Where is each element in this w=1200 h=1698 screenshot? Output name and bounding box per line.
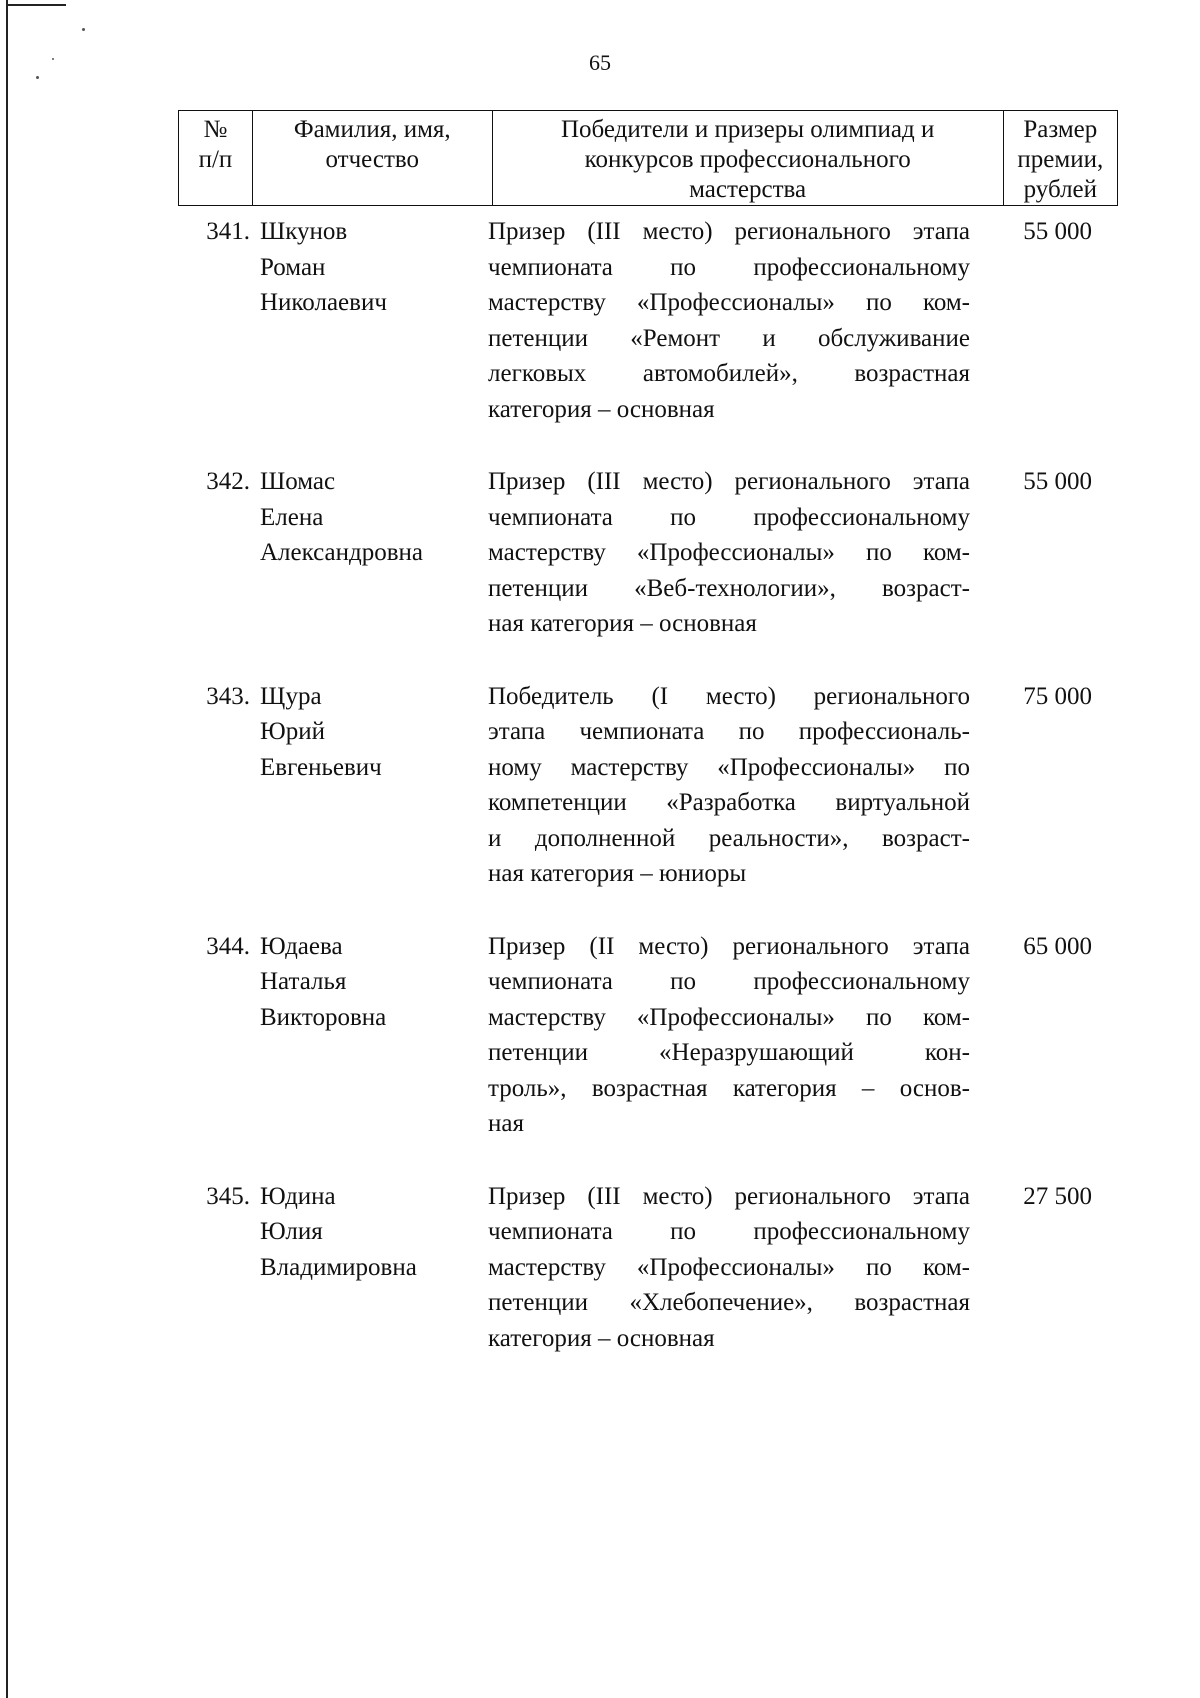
table-header	[178, 110, 1118, 206]
name-line: Николаевич	[260, 289, 387, 316]
row-number: 341.	[206, 218, 250, 245]
table-row	[178, 929, 1118, 1142]
achievement-line: мастерству «Профессионалы» по ком-	[488, 1253, 970, 1281]
achievement-line: мастерству «Профессионалы» по ком-	[488, 289, 970, 316]
name-line: Щура	[260, 682, 322, 710]
table-row	[178, 1179, 1118, 1357]
name-line: Шкунов	[260, 218, 348, 245]
achievement-line: категория – основная	[488, 395, 715, 423]
row-person-name	[250, 929, 480, 1142]
achievement-line: Призер (III место) регионального этапа	[488, 1182, 970, 1210]
achievement-line: Призер (II место) регионального этапа	[488, 932, 970, 960]
row-number: 345.	[206, 1182, 250, 1210]
achievement-line: этапа чемпионата по профессиональ-	[488, 718, 970, 745]
scan-speck	[82, 28, 85, 31]
achievement-line: троль», возрастная категория – основ-	[488, 1074, 970, 1102]
achievement-line: легковых автомобилей», возрастная	[488, 360, 970, 387]
achievement-line: петенции «Веб-технологии», возраст-	[488, 574, 970, 602]
page-number: 65	[589, 50, 611, 75]
name-line: Елена	[260, 503, 324, 531]
achievement-line: мастерству «Профессионалы» по ком-	[488, 539, 970, 566]
achievement-line: петенции «Хлебопечение», возрастная	[488, 1289, 970, 1316]
achievement-line: ному мастерству «Профессионалы» по	[488, 753, 970, 781]
row-person-name	[250, 679, 480, 892]
row-prize-amount: 55 000	[1023, 468, 1092, 495]
row-prize-amount: 55 000	[1023, 218, 1092, 245]
row-person-name	[250, 1179, 480, 1357]
achievement-line: петенции «Ремонт и обслуживание	[488, 324, 970, 352]
name-line: Викторовна	[260, 1003, 387, 1031]
name-line: Юдаева	[260, 932, 343, 960]
name-line: Роман	[260, 253, 326, 281]
scan-speck	[36, 76, 39, 79]
row-person-name	[250, 214, 480, 427]
achievement-line: Призер (III место) регионального этапа	[488, 468, 970, 495]
row-person-name	[250, 464, 480, 642]
achievement-line: ная категория – юниоры	[488, 860, 747, 887]
achievement-line: чемпионата по профессиональному	[488, 253, 970, 281]
achievement-line: Призер (III место) регионального этапа	[488, 218, 970, 245]
achievement-line: и дополненной реальности», возраст-	[488, 824, 970, 852]
row-number: 344.	[206, 932, 250, 960]
achievement-line: чемпионата по профессиональному	[488, 503, 970, 531]
achievement-line: компетенции «Разработка виртуальной	[488, 789, 970, 816]
row-prize-amount: 75 000	[1023, 682, 1092, 710]
row-prize-amount: 27 500	[1023, 1182, 1092, 1210]
row-number: 342.	[206, 468, 250, 495]
row-achievement	[480, 929, 970, 1142]
scan-edge-line	[6, 0, 8, 1698]
name-line: Юрий	[260, 718, 325, 745]
header-name: Фамилия, имя, отчество	[252, 111, 492, 206]
name-line: Шомас	[260, 468, 336, 495]
row-achievement	[480, 679, 970, 892]
name-line: Юдина	[260, 1182, 336, 1210]
name-line: Владимировна	[260, 1253, 417, 1281]
scan-edge-mark	[6, 4, 66, 6]
name-line: Юлия	[260, 1218, 323, 1245]
table-body	[178, 214, 1118, 1356]
achievement-line: Победитель (I место) регионального	[488, 682, 970, 710]
table-row	[178, 679, 1118, 892]
table-row	[178, 464, 1118, 642]
name-line: Евгеньевич	[260, 753, 382, 781]
row-number: 343.	[206, 682, 250, 710]
header-num: № п/п	[179, 111, 253, 206]
achievement-line: чемпионата по профессиональному	[488, 1218, 970, 1245]
row-achievement	[480, 1179, 970, 1357]
name-line: Наталья	[260, 968, 347, 995]
achievement-line: мастерству «Профессионалы» по ком-	[488, 1003, 970, 1031]
row-achievement	[480, 464, 970, 642]
achievement-line: петенции «Неразрушающий кон-	[488, 1039, 970, 1066]
achievement-line: чемпионата по профессиональному	[488, 968, 970, 995]
row-prize-amount: 65 000	[1023, 932, 1092, 960]
header-prize: Размер премии, рублей	[1003, 111, 1117, 206]
achievement-line: категория – основная	[488, 1324, 715, 1352]
header-description: Победители и призеры олимпиад и конкурсов профессионального мастерства	[492, 111, 1003, 206]
table-row	[178, 214, 1118, 427]
achievement-line: ная	[488, 1110, 524, 1137]
achievement-line: ная категория – основная	[488, 610, 757, 637]
name-line: Александровна	[260, 539, 424, 566]
row-achievement	[480, 214, 970, 427]
